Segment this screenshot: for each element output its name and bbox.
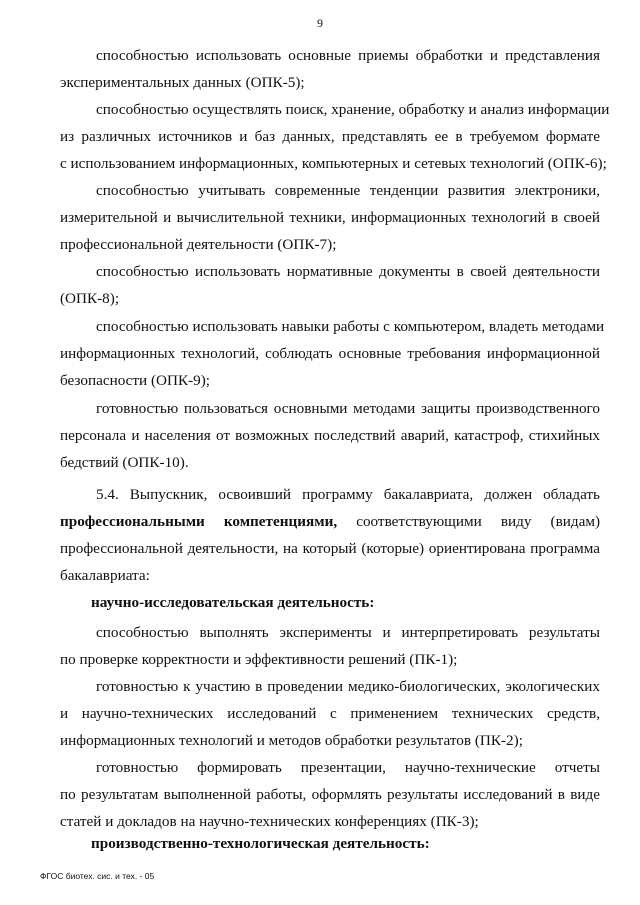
bold-term: профессиональными компетенциями, (60, 513, 338, 530)
footer-label: ФГОС биотех. сис. и тех. - 05 (40, 871, 155, 881)
heading-production: производственно-технологическая деятельность: (91, 835, 430, 852)
competency-pk-3: готовностью формировать презентации, научно-технические отчеты по результатам выполненной работы, оформлять результаты исследований в виде статей и докладов на научно-технических конференциях (ПК-3); (60, 759, 600, 830)
page-number: 9 (317, 16, 323, 30)
competency-opk-10: готовностью пользоваться основными методами защиты производственного персонала и населения от возможных последствий аварий, катастроф, стихийных бедствий (ОПК-10). (60, 400, 600, 471)
competency-opk-5: способностью использовать основные приемы обработки и представления экспериментальных данных (ОПК-5); (60, 47, 600, 91)
competency-opk-7: способностью учитывать современные тенденции развития электроники, измерительной и вычислительной техники, информационных технологий в своей профессиональной деятельности (ОПК-7); (60, 182, 600, 253)
competency-opk-8: способностью использовать нормативные документы в своей деятельности (ОПК-8); (60, 263, 600, 307)
section-5-4: 5.4. Выпускник, освоивший программу бакалавриата, должен обладать профессиональными компетенциями, соответствующими виду (видам) профессиональной деятельности, на который (которые) ориентирована программа бакалавриата: (60, 486, 601, 584)
competency-pk-1: способностью выполнять эксперименты и интерпретировать результаты по проверке корректности и эффективности решений (ПК-1); (60, 624, 600, 668)
competency-pk-2: готовностью к участию в проведении медико-биологических, экологических и научно-технических исследований с применением технических средств, информационных технологий и методов обработки результатов (ПК-2); (60, 678, 600, 749)
competency-opk-9: способностью использовать навыки работы с компьютером, владеть методами информационных технологий, соблюдать основные требования информационной безопасности (ОПК-9); (60, 318, 605, 389)
competency-opk-6: способностью осуществлять поиск, хранение, обработку и анализ информации из различных источников и баз данных, представлять ее в требуемом формате с использованием информационных, компьютерных и сетевых технологий (ОПК-6); (60, 101, 610, 172)
heading-research: научно-исследовательская деятельность: (91, 594, 375, 611)
